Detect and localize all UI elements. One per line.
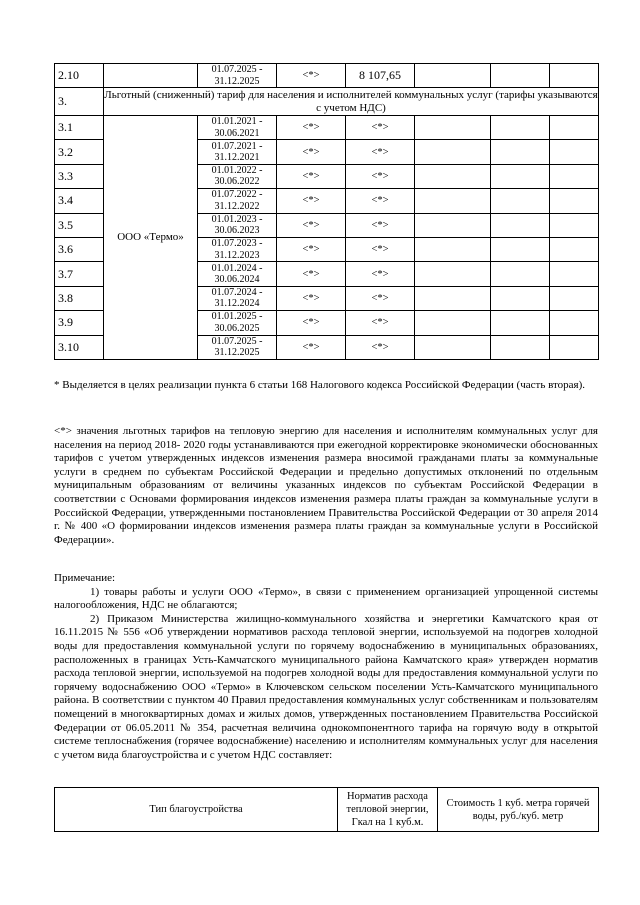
- tariff-value-2: <*>: [346, 213, 415, 237]
- period-cell: 01.01.2024 - 30.06.2024: [198, 262, 277, 286]
- header-improvement-type: Тип благоустройства: [55, 788, 338, 832]
- empty-cell: [491, 140, 550, 164]
- period-cell: 01.01.2023 - 30.06.2023: [198, 213, 277, 237]
- empty-cell: [415, 335, 491, 359]
- empty-cell: [491, 286, 550, 310]
- row-number: 3.6: [55, 237, 104, 261]
- empty-cell: [415, 237, 491, 261]
- tariff-value-1: <*>: [277, 311, 346, 335]
- note-block: [54, 572, 598, 762]
- empty-cell: [550, 237, 599, 261]
- period-cell: 01.01.2021 - 30.06.2021: [198, 116, 277, 140]
- tariff-value-1: <*>: [277, 286, 346, 310]
- period-cell: 01.07.2021 - 31.12.2021: [198, 140, 277, 164]
- empty-cell: [491, 164, 550, 188]
- tariff-value-2: <*>: [346, 311, 415, 335]
- period-cell: 01.07.2025 - 31.12.2025: [198, 64, 277, 88]
- note-heading: Примечание:: [54, 572, 116, 584]
- empty-cell: [550, 140, 599, 164]
- period-cell: 01.07.2023 - 31.12.2023: [198, 237, 277, 261]
- empty-cell: [491, 189, 550, 213]
- row-number: 3.1: [55, 116, 104, 140]
- tariff-value-2: <*>: [346, 262, 415, 286]
- empty-cell: [415, 189, 491, 213]
- tariff-value-2: <*>: [346, 189, 415, 213]
- tariff-value-1: <*>: [277, 189, 346, 213]
- tariff-value-1: <*>: [277, 64, 346, 88]
- empty-cell: [550, 286, 599, 310]
- empty-cell: [415, 164, 491, 188]
- tariff-value-1: <*>: [277, 164, 346, 188]
- row-number: 3.5: [55, 213, 104, 237]
- tariff-value-1: <*>: [277, 213, 346, 237]
- empty-cell: [550, 189, 599, 213]
- empty-cell: [491, 335, 550, 359]
- table-row-2-10: [55, 64, 599, 88]
- row-number: 3.10: [55, 335, 104, 359]
- period-cell: 01.01.2022 - 30.06.2022: [198, 164, 277, 188]
- empty-cell: [491, 64, 550, 88]
- empty-cell: [550, 116, 599, 140]
- note-item-2: 2) Приказом Министерства жилищно-коммунального хозяйства и энергетики Камчатского края от 16.11.2015 № 556 «Об утверждении нормативов расхода тепловой энергии, используемой на подогрев холодной воды для предоставления коммунальной услуги по горячему водоснабжению в муниципальных образованиях, расположенных в границах Усть-Камчатского муниципального района Камчатского края» утвержден норматив расхода тепловой энергии, используемой на подогрев холодной воды для предоставления коммунальной услуги по горячему водоснабжению ООО «Термо» в Ключевском сельском поселении Усть-Камчатского муниципального района. В соответствии с пунктом 40 Правил предоставления коммунальных услуг собственникам и пользователям помещений в многоквартирных домах и жилых домов, утвержденных постановлением Правительства Российской Федерации от 06.05.2011 № 354, расчетная величина однокомпонентного тарифа на горячую воду в открытой системе теплоснабжения (горячее водоснабжение) населению и исполнителям коммунальных услуг для населения с учетом вида благоустройства и с учетом НДС составляет:: [54, 612, 598, 761]
- period-cell: 01.07.2022 - 31.12.2022: [198, 189, 277, 213]
- period-cell: 01.07.2024 - 31.12.2024: [198, 286, 277, 310]
- empty-cell: [491, 116, 550, 140]
- section-title: Льготный (сниженный) тариф для населения и исполнителей коммунальных услуг (тарифы указываются с учетом НДС): [104, 88, 598, 114]
- header-water-cost: Стоимость 1 куб. метра горячей воды, руб./куб. метр: [438, 788, 599, 832]
- tariff-value-1: <*>: [277, 140, 346, 164]
- organization-name: ООО «Термо»: [104, 116, 198, 360]
- tariff-value-1: <*>: [277, 335, 346, 359]
- tariff-value-2: <*>: [346, 140, 415, 164]
- footnote-star: * Выделяется в целях реализации пункта 6 статьи 168 Налогового кодекса Российской Федерации (часть вторая).: [54, 379, 586, 391]
- empty-cell: [550, 262, 599, 286]
- tariff-value-2: 8 107,65: [346, 64, 415, 88]
- row-number: 3.2: [55, 140, 104, 164]
- org-cell-empty: [104, 64, 198, 88]
- tariff-value-2: <*>: [346, 286, 415, 310]
- tariff-value-2: <*>: [346, 335, 415, 359]
- empty-cell: [415, 311, 491, 335]
- empty-cell: [415, 116, 491, 140]
- tariff-value-2: <*>: [346, 237, 415, 261]
- empty-cell: [415, 286, 491, 310]
- tariff-value-1: <*>: [277, 116, 346, 140]
- empty-cell: [491, 237, 550, 261]
- empty-cell: [550, 64, 599, 88]
- row-number: 3.3: [55, 164, 104, 188]
- row-number: 3.7: [55, 262, 104, 286]
- empty-cell: [550, 311, 599, 335]
- empty-cell: [550, 213, 599, 237]
- table-row: [55, 116, 599, 140]
- footnote-angle: <*> значения льготных тарифов на тепловую энергию для населения и исполнителям коммунальных услуг для населения на период 2018- 2020 годы устанавливаются при ежегодной корректировке экономически обоснованных тарифов с учетом утвержденных индексов изменения размера вносимой гражданами платы за коммунальные услуги в среднем по субъектам Российской Федерации и предельно допустимых отклонений по отдельным муниципальным образованиям от величины указанных индексов по субъектам Российской Федерации в соответствии с Основами формирования индексов изменения размера платы граждан за коммунальные услуги в Российской Федерации, утвержденными постановлением Правительства Российской Федерации от 30 апреля 2014 г. № 400 «О формировании индексов изменения размера платы граждан за коммунальные услуги в Российской Федерации».: [54, 425, 598, 546]
- empty-cell: [550, 164, 599, 188]
- section-number: 3.: [55, 88, 104, 116]
- tariff-value-1: <*>: [277, 237, 346, 261]
- empty-cell: [550, 335, 599, 359]
- header-heat-norm: Норматив расхода тепловой энергии, Гкал на 1 куб.м.: [338, 788, 438, 832]
- empty-cell: [491, 213, 550, 237]
- empty-cell: [491, 262, 550, 286]
- empty-cell: [415, 140, 491, 164]
- empty-cell: [415, 213, 491, 237]
- row-number: 3.4: [55, 189, 104, 213]
- row-number: 3.9: [55, 311, 104, 335]
- tariff-table: [54, 63, 599, 360]
- water-table-header: [55, 788, 599, 832]
- row-number: 2.10: [55, 64, 104, 88]
- tariff-value-1: <*>: [277, 262, 346, 286]
- empty-cell: [415, 64, 491, 88]
- period-cell: 01.07.2025 - 31.12.2025: [198, 335, 277, 359]
- section-row-3: [55, 88, 599, 116]
- empty-cell: [415, 262, 491, 286]
- water-tariff-table: [54, 787, 599, 832]
- note-item-1: 1) товары работы и услуги ООО «Термо», в связи с применением организацией упрощенной системы налогообложения, НДС не облагаются;: [54, 585, 598, 612]
- tariff-value-2: <*>: [346, 164, 415, 188]
- tariff-value-2: <*>: [346, 116, 415, 140]
- row-number: 3.8: [55, 286, 104, 310]
- empty-cell: [491, 311, 550, 335]
- period-cell: 01.01.2025 - 30.06.2025: [198, 311, 277, 335]
